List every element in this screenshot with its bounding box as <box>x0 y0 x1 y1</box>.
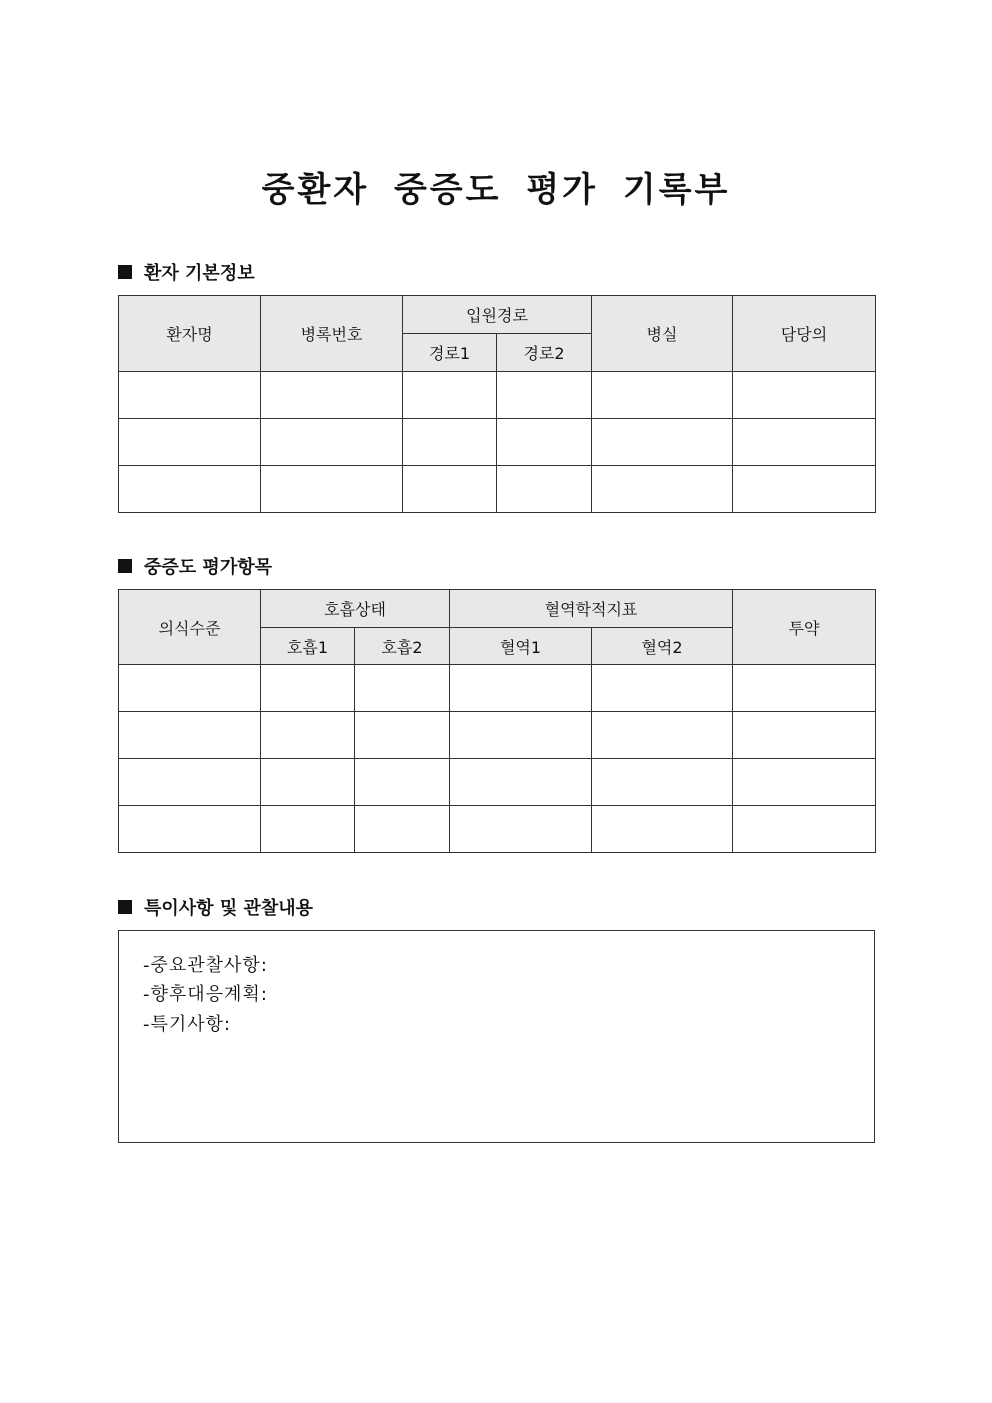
note-line-future-plan: -향후대응계획: <box>143 984 268 1005</box>
section-heading-notes <box>118 894 313 920</box>
input-cell[interactable] <box>119 759 261 806</box>
input-cell[interactable] <box>733 712 876 759</box>
section-heading-label: 중증도 평가항목 <box>144 557 272 578</box>
input-cell[interactable] <box>261 372 403 419</box>
input-cell[interactable] <box>733 466 876 513</box>
input-cell[interactable] <box>592 665 733 712</box>
table-row <box>119 372 876 419</box>
header-attending-doctor: 담당의 <box>733 296 876 372</box>
header-admission-route: 입원경로 <box>403 296 592 334</box>
notes-box[interactable] <box>118 930 875 1143</box>
square-bullet-icon <box>118 900 132 914</box>
input-cell[interactable] <box>403 372 497 419</box>
input-cell[interactable] <box>261 419 403 466</box>
table-row <box>119 419 876 466</box>
input-cell[interactable] <box>592 759 733 806</box>
table-row <box>119 712 876 759</box>
input-cell[interactable] <box>450 759 592 806</box>
section-heading-basic-info <box>118 259 255 285</box>
table-row <box>119 806 876 853</box>
header-resp-2: 호흡2 <box>355 628 450 665</box>
input-cell[interactable] <box>733 759 876 806</box>
input-cell[interactable] <box>450 665 592 712</box>
input-cell[interactable] <box>261 466 403 513</box>
header-record-number: 병록번호 <box>261 296 403 372</box>
input-cell[interactable] <box>450 712 592 759</box>
input-cell[interactable] <box>261 759 355 806</box>
input-cell[interactable] <box>261 712 355 759</box>
input-cell[interactable] <box>119 372 261 419</box>
input-cell[interactable] <box>592 419 733 466</box>
header-resp-1: 호흡1 <box>261 628 355 665</box>
input-cell[interactable] <box>497 419 592 466</box>
severity-table <box>118 589 876 853</box>
input-cell[interactable] <box>497 466 592 513</box>
table-row <box>119 665 876 712</box>
header-route-1: 경로1 <box>403 334 497 372</box>
input-cell[interactable] <box>119 806 261 853</box>
header-hemodynamic: 혈역학적지표 <box>450 590 733 628</box>
basic-info-table <box>118 295 876 513</box>
input-cell[interactable] <box>119 466 261 513</box>
header-ward: 병실 <box>592 296 733 372</box>
header-hemo-2: 혈역2 <box>592 628 733 665</box>
square-bullet-icon <box>118 265 132 279</box>
note-line-important-observations: -중요관찰사항: <box>143 955 268 976</box>
header-consciousness: 의식수준 <box>119 590 261 665</box>
page-title: 중환자 중증도 평가 기록부 <box>261 170 731 210</box>
section-heading-severity <box>118 553 272 579</box>
header-hemo-1: 혈역1 <box>450 628 592 665</box>
section-heading-label: 특이사항 및 관찰내용 <box>144 898 314 919</box>
input-cell[interactable] <box>119 665 261 712</box>
square-bullet-icon <box>118 559 132 573</box>
input-cell[interactable] <box>497 372 592 419</box>
input-cell[interactable] <box>733 372 876 419</box>
input-cell[interactable] <box>403 419 497 466</box>
input-cell[interactable] <box>733 665 876 712</box>
input-cell[interactable] <box>450 806 592 853</box>
header-route-2: 경로2 <box>497 334 592 372</box>
input-cell[interactable] <box>592 806 733 853</box>
note-line-special-notes: -특기사항: <box>143 1014 232 1035</box>
input-cell[interactable] <box>119 712 261 759</box>
input-cell[interactable] <box>733 806 876 853</box>
input-cell[interactable] <box>261 665 355 712</box>
section-heading-label: 환자 기본정보 <box>144 263 255 284</box>
input-cell[interactable] <box>261 806 355 853</box>
table-row <box>119 759 876 806</box>
input-cell[interactable] <box>733 419 876 466</box>
header-patient-name: 환자명 <box>119 296 261 372</box>
table-row <box>119 466 876 513</box>
input-cell[interactable] <box>119 419 261 466</box>
input-cell[interactable] <box>592 466 733 513</box>
input-cell[interactable] <box>355 759 450 806</box>
input-cell[interactable] <box>592 372 733 419</box>
input-cell[interactable] <box>403 466 497 513</box>
header-medication: 투약 <box>733 590 876 665</box>
input-cell[interactable] <box>355 712 450 759</box>
input-cell[interactable] <box>355 806 450 853</box>
header-respiration: 호흡상태 <box>261 590 450 628</box>
input-cell[interactable] <box>592 712 733 759</box>
input-cell[interactable] <box>355 665 450 712</box>
